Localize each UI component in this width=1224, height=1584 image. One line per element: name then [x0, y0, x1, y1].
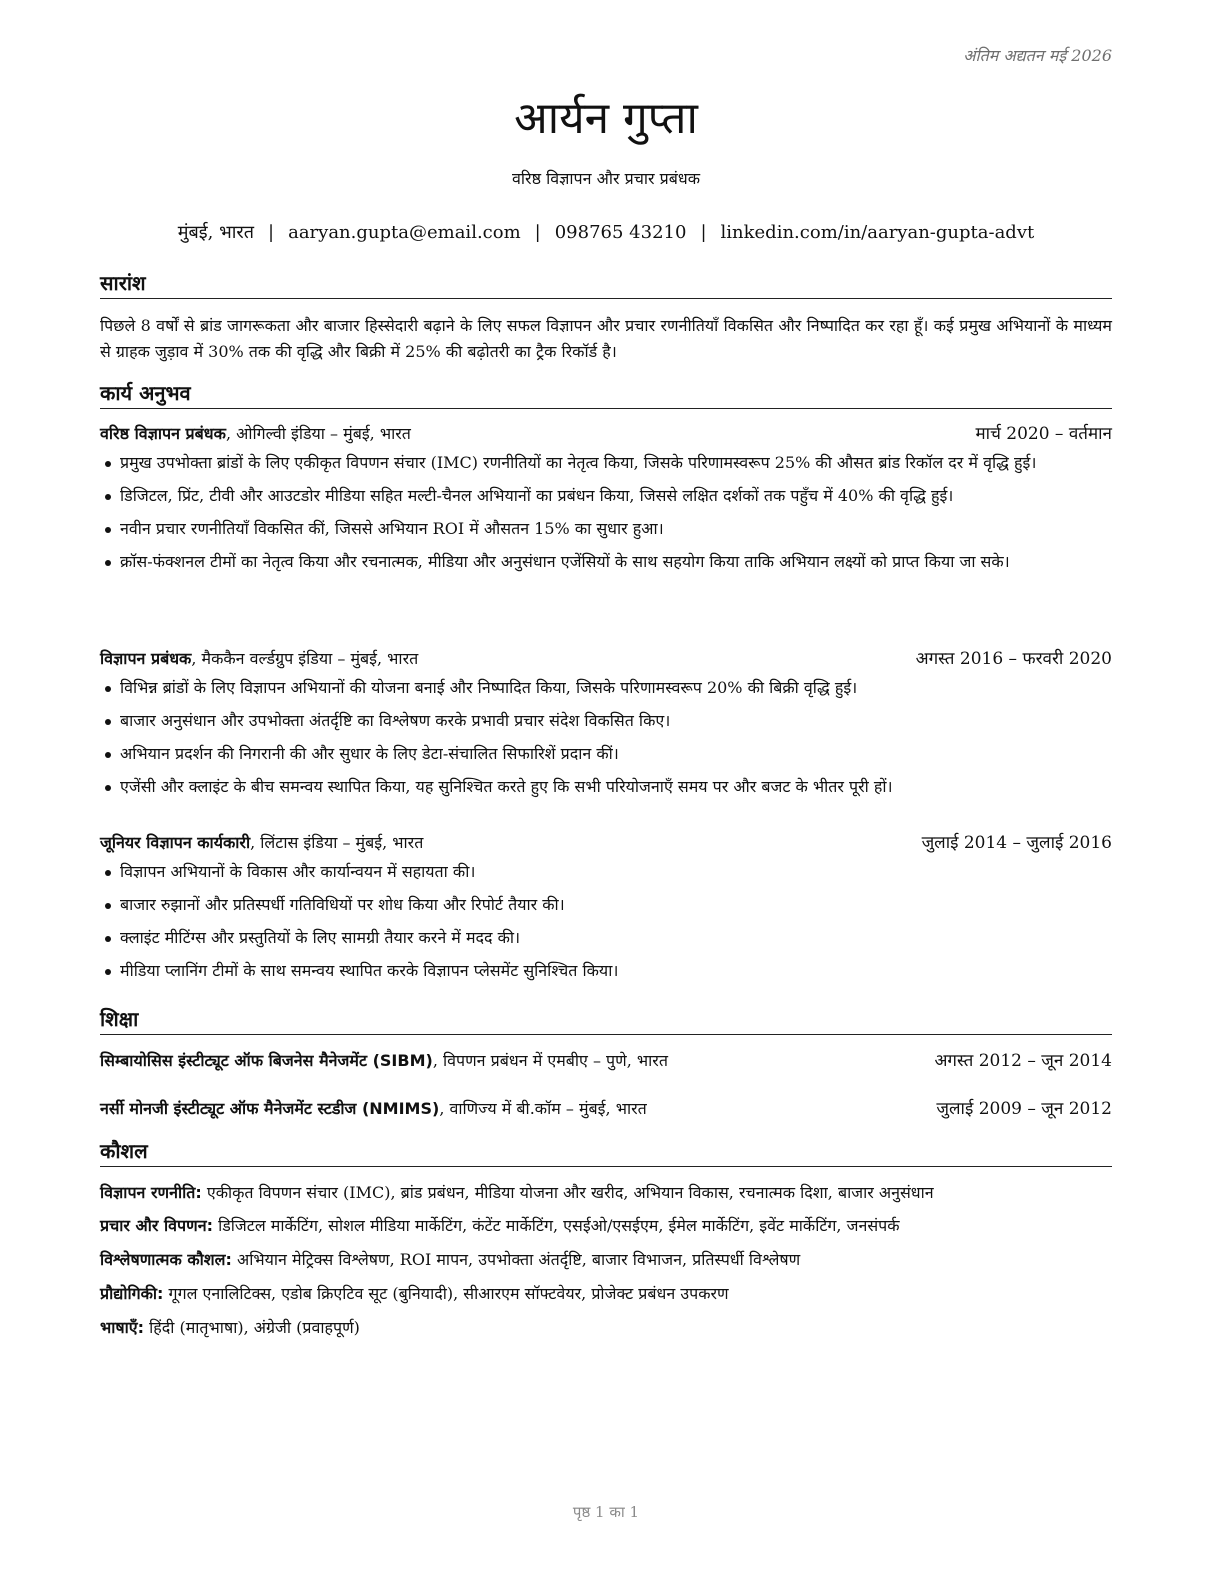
contact-separator: |: [700, 222, 707, 243]
section-title-education: शिक्षा: [100, 1006, 1112, 1035]
skill-label: प्रचार और विपणन:: [100, 1216, 213, 1235]
job-company: , मैककैन वर्ल्डग्रुप इंडिया – मुंबई, भारत: [191, 649, 419, 668]
bullet-item: एजेंसी और क्लाइंट के बीच समन्वय स्थापित किया, यह सुनिश्चित करते हुए कि सभी परियोजनाएँ समय पर और बजट के भीतर पूरी हों।: [100, 774, 1112, 799]
job-bullets: [100, 675, 1112, 799]
page-footer: पृष्ठ 1 का 1: [572, 1503, 640, 1521]
skill-value: डिजिटल मार्केटिंग, सोशल मीडिया मार्केटिंग, कंटेंट मार्केटिंग, एसईओ/एसईएम, ईमेल मार्केटिंग, इवेंट मार्केटिंग, जनसंपर्क: [212, 1216, 900, 1235]
experience-section-header: [100, 380, 1112, 409]
section-title-skills: कौशल: [100, 1138, 1112, 1167]
candidate-name: आर्यन गुप्ता: [514, 93, 698, 144]
bullet-item: विभिन्न ब्रांडों के लिए विज्ञापन अभियानों की योजना बनाई और निष्पादित किया, जिसके परिणामस्वरूप 20% की बिक्री वृद्धि हुई।: [100, 675, 1112, 700]
job-company: , लिंटास इंडिया – मुंबई, भारत: [250, 833, 424, 852]
bullet-item: मीडिया प्लानिंग टीमों के साथ समन्वय स्थापित करके विज्ञापन प्लेसमेंट सुनिश्चित किया।: [100, 958, 1112, 983]
job-bullets: [100, 859, 1112, 983]
job-dates: अगस्त 2016 – फरवरी 2020: [915, 649, 1112, 669]
job-title: वरिष्ठ विज्ञापन प्रबंधक: [100, 424, 226, 443]
skill-value: हिंदी (मातृभाषा), अंग्रेजी (प्रवाहपूर्ण): [144, 1318, 360, 1337]
skill-value: गूगल एनालिटिक्स, एडोब क्रिएटिव सूट (बुनियादी), सीआरएम सॉफ्टवेयर, प्रोजेक्ट प्रबंधन उपकरण: [163, 1284, 729, 1303]
contact-line: [100, 220, 1112, 244]
skill-label: भाषाएँ:: [100, 1318, 145, 1337]
job-title: विज्ञापन प्रबंधक: [100, 649, 192, 668]
skill-label: प्रौद्योगिकी:: [100, 1284, 164, 1303]
education-institution: नर्सी मोनजी इंस्टीट्यूट ऑफ मैनेजमेंट स्टडीज (NMIMS): [100, 1099, 440, 1118]
skill-line: [100, 1282, 1112, 1306]
bullet-item: बाजार रुझानों और प्रतिस्पर्धी गतिविधियों पर शोध किया और रिपोर्ट तैयार की।: [100, 892, 1112, 917]
skill-line: [100, 1248, 1112, 1272]
summary-section: [100, 270, 1112, 365]
job-dates: मार्च 2020 – वर्तमान: [975, 424, 1112, 444]
bullet-item: डिजिटल, प्रिंट, टीवी और आउटडोर मीडिया सहित मल्टी-चैनल अभियानों का प्रबंधन किया, जिससे लक्षित दर्शकों तक पहुँच में 40% की वृद्धि हुई।: [100, 483, 1112, 508]
section-title-experience: कार्य अनुभव: [100, 380, 1112, 409]
skills-section-header: [100, 1138, 1112, 1167]
bullet-item: क्रॉस-फंक्शनल टीमों का नेतृत्व किया और रचनात्मक, मीडिया और अनुसंधान एजेंसियों के साथ सहयोग किया ताकि अभियान लक्ष्यों को प्राप्त किया जा सके।: [100, 549, 1112, 574]
bullet-item: क्लाइंट मीटिंग्स और प्रस्तुतियों के लिए सामग्री तैयार करने में मदद की।: [100, 925, 1112, 950]
job-header: [100, 647, 1112, 671]
education-entry: [100, 1097, 1112, 1121]
contact-separator: |: [534, 222, 541, 243]
education-dates: अगस्त 2012 – जून 2014: [934, 1051, 1112, 1071]
job-dates: जुलाई 2014 – जुलाई 2016: [921, 833, 1112, 853]
skill-value: अभियान मेट्रिक्स विश्लेषण, ROI मापन, उपभोक्ता अंतर्दृष्टि, बाजार विभाजन, प्रतिस्पर्धी विश्लेषण: [231, 1250, 801, 1269]
skill-line: [100, 1181, 1112, 1205]
bullet-item: अभियान प्रदर्शन की निगरानी की और सुधार के लिए डेटा-संचालित सिफारिशें प्रदान कीं।: [100, 741, 1112, 766]
education-detail: , विपणन प्रबंधन में एमबीए – पुणे, भारत: [432, 1051, 668, 1070]
last-updated: अंतिम अद्यतन मई 2026: [963, 46, 1112, 65]
education-detail: , वाणिज्य में बी.कॉम – मुंबई, भारत: [439, 1099, 647, 1118]
bullet-item: नवीन प्रचार रणनीतियाँ विकसित कीं, जिससे अभियान ROI में औसतन 15% का सुधार हुआ।: [100, 516, 1112, 541]
section-title-summary: सारांश: [100, 270, 1112, 299]
job-entry: [100, 831, 1112, 991]
skill-label: विश्लेषणात्मक कौशल:: [100, 1250, 232, 1269]
contact-separator: |: [268, 222, 275, 243]
skill-value: एकीकृत विपणन संचार (IMC), ब्रांड प्रबंधन, मीडिया योजना और खरीद, अभियान विकास, रचनात्मक दिशा, बाजार अनुसंधान: [201, 1183, 934, 1202]
job-company: , ओगिल्वी इंडिया – मुंबई, भारत: [225, 424, 411, 443]
job-entry: [100, 647, 1112, 807]
contact-location: मुंबई, भारत: [177, 222, 255, 243]
bullet-item: विज्ञापन अभियानों के विकास और कार्यान्वयन में सहायता की।: [100, 859, 1112, 884]
skill-line: [100, 1214, 1112, 1238]
skill-label: विज्ञापन रणनीति:: [100, 1183, 202, 1202]
education-entry: [100, 1049, 1112, 1073]
summary-text: पिछले 8 वर्षों से ब्रांड जागरूकता और बाजार हिस्सेदारी बढ़ाने के लिए सफल विज्ञापन और प्रचार रणनीतियाँ विकसित और निष्पादित कर रहा हूँ। कई प्रमुख अभियानों के माध्यम से ग्राहक जुड़ाव में 30% तक की वृद्धि और बिक्री में 25% की बढ़ोतरी का ट्रैक रिकॉर्ड है।: [100, 316, 1112, 361]
job-bullets: [100, 450, 1112, 574]
candidate-subtitle: वरिष्ठ विज्ञापन और प्रचार प्रबंधक: [512, 169, 700, 188]
job-header: [100, 831, 1112, 855]
contact-email[interactable]: aaryan.gupta@email.com: [288, 222, 521, 243]
education-dates: जुलाई 2009 – जून 2012: [936, 1099, 1112, 1119]
contact-phone: 098765 43210: [554, 222, 687, 243]
contact-linkedin[interactable]: linkedin.com/in/aaryan-gupta-advt: [720, 222, 1035, 243]
skill-line: [100, 1316, 1112, 1340]
job-header: [100, 422, 1112, 446]
bullet-item: बाजार अनुसंधान और उपभोक्ता अंतर्दृष्टि का विश्लेषण करके प्रभावी प्रचार संदेश विकसित किए।: [100, 708, 1112, 733]
bullet-item: प्रमुख उपभोक्ता ब्रांडों के लिए एकीकृत विपणन संचार (IMC) रणनीतियों का नेतृत्व किया, जिसके परिणामस्वरूप 25% की औसत ब्रांड रिकॉल दर में वृद्धि हुई।: [100, 450, 1112, 475]
resume-page: [100, 0, 1112, 1584]
education-institution: सिम्बायोसिस इंस्टीट्यूट ऑफ बिजनेस मैनेजमेंट (SIBM): [100, 1051, 433, 1070]
education-section-header: [100, 1006, 1112, 1035]
job-entry: [100, 422, 1112, 582]
job-title: जूनियर विज्ञापन कार्यकारी: [100, 833, 251, 852]
